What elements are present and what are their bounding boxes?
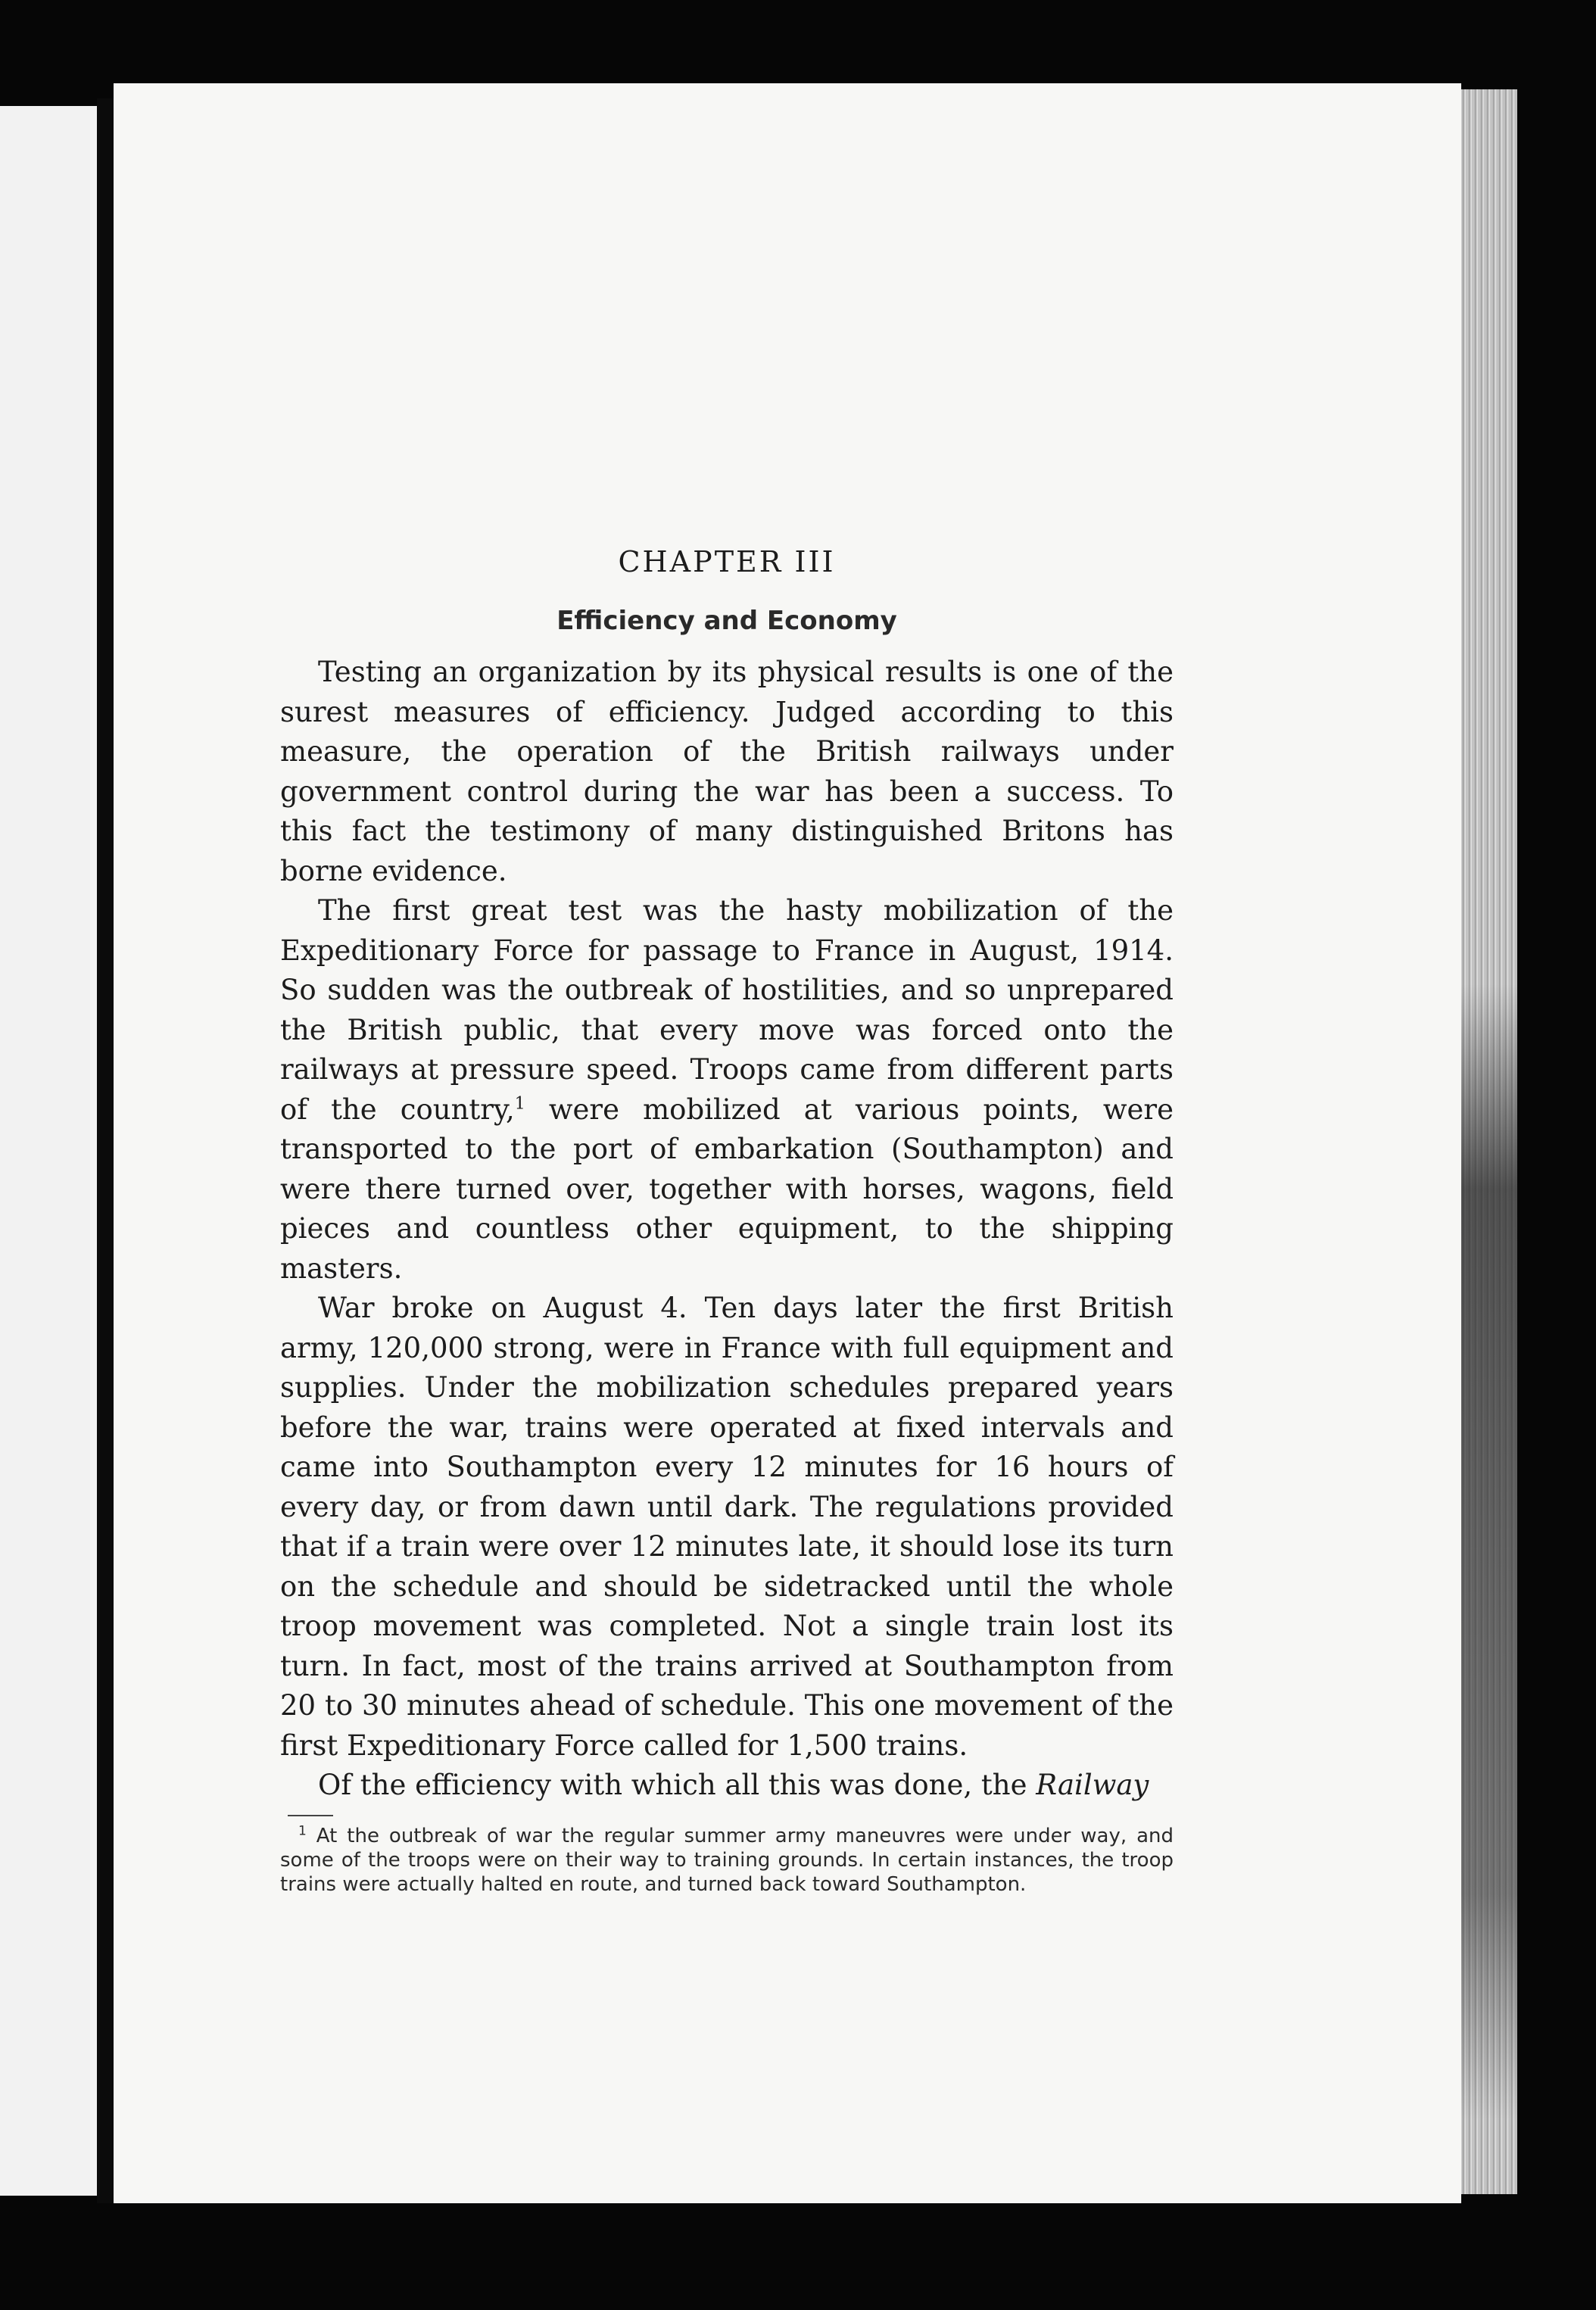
paragraph-4-italic: Railway: [1036, 1769, 1149, 1801]
page-edge-shadow: [1461, 984, 1517, 2120]
footnote-rule: [288, 1815, 333, 1816]
footnote-marker: 1: [298, 1822, 307, 1838]
book-gutter: [97, 98, 114, 2203]
footnote-text: At the outbreak of war the regular summer army maneuvres were under way, and some of the troops were on their way to training grounds. In certain instances, the troop trains were actually halted en route, and turned back toward Southampton.: [280, 1824, 1174, 1896]
paragraph-2-text-before-ref: The first great test was the hasty mobilization of the Expeditionary Force for passage to France in August, 1914. So sudden was the outbreak of hostilities, and so unprepared the British public, that every move was forced onto the railways at pressure speed. Troops came from different parts of the country,: [280, 894, 1174, 1126]
paragraph-1: Testing an organization by its physical results is one of the surest measures of efficiency. Judged according to this measure, the operation of the British railways under government control during the war has been a success. To this fact the testimony of many distinguished Britons has borne evidence.: [280, 656, 1174, 887]
paragraph-2: [280, 891, 1174, 1289]
chapter-subtitle: Efficiency and Economy: [556, 606, 897, 636]
paragraph-4: [280, 1766, 1174, 1806]
footnote: [280, 1824, 1174, 1897]
facing-page-edge: [0, 106, 97, 2196]
page-text: [280, 545, 1174, 1897]
chapter-title: CHAPTER III: [618, 545, 836, 578]
footnote-reference: 1: [514, 1094, 525, 1114]
paragraph-3: War broke on August 4. Ten days later the first British army, 120,000 strong, were in France with full equipment and supplies. Under the mobilization schedules prepared years before the war, trains were operated at fixed intervals and came into Southampton every 12 minutes for 16 hours of every day, or from dawn until dark. The regulations provided that if a train were over 12 minutes late, it should lose its turn on the schedule and should be sidetracked until the whole troop movement was completed. Not a single train lost its turn. In fact, most of the trains arrived at Southampton from 20 to 30 minutes ahead of schedule. This one movement of the first Expeditionary Force called for 1,500 trains.: [280, 1292, 1174, 1762]
paragraph-2-text-after-ref: were mobilized at various points, were transported to the port of embarkation (Southampton) and were there turned over, together with horses, wagons, field pieces and countless other equipment, to the shipping masters.: [280, 1093, 1174, 1285]
paragraph-4-text: Of the efficiency with which all this was done, the: [318, 1769, 1036, 1801]
